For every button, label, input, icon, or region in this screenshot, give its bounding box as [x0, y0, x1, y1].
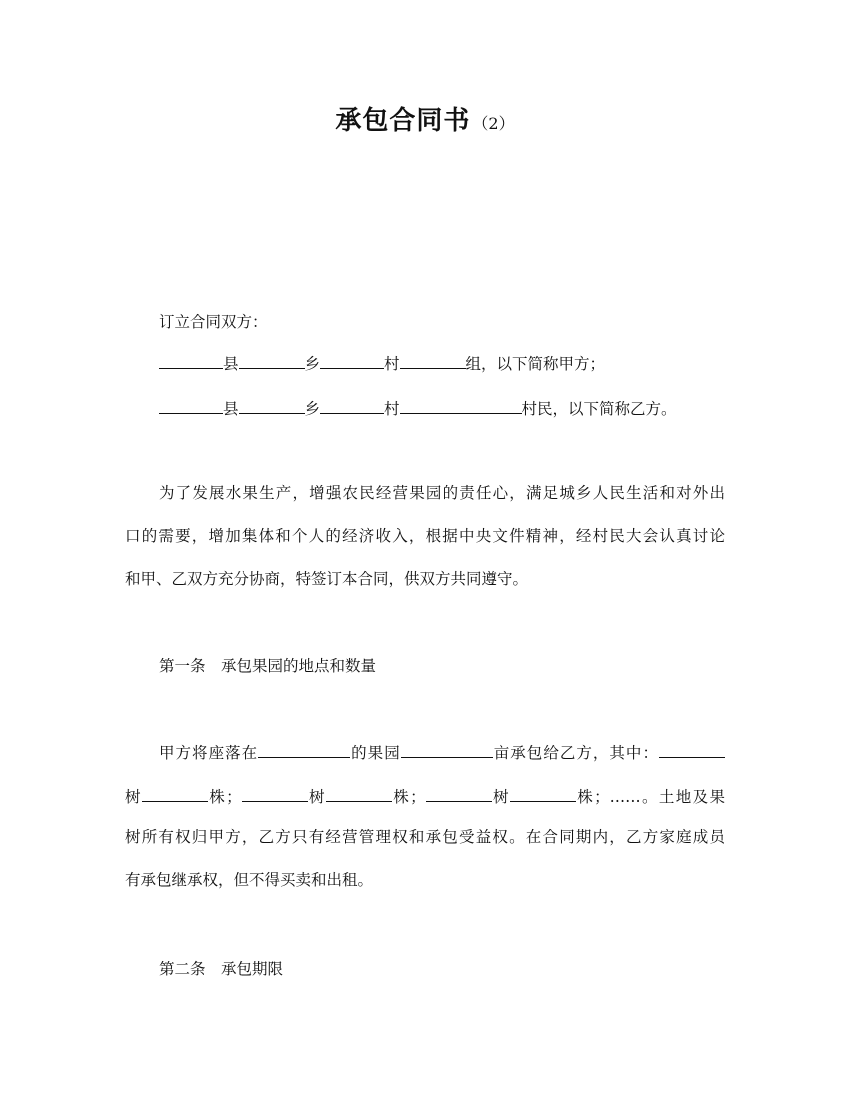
fill-blank[interactable]: [426, 785, 492, 802]
fill-blank[interactable]: [159, 397, 223, 414]
fill-blank[interactable]: [159, 352, 223, 369]
party-b-villager: 村民，以下简称乙方。: [521, 400, 677, 418]
party-b-line: [159, 397, 725, 420]
preamble-line: 口的需要，增加集体和个人的经济收入，根据中央文件精神，经村民大会认真讨论: [125, 527, 725, 545]
title-text: 承包合同书: [335, 106, 471, 136]
article1-text: 树: [125, 788, 142, 806]
article1-heading: 第一条 承包果园的地点和数量: [159, 657, 377, 675]
article1-text: 的果园: [350, 744, 401, 762]
fill-blank[interactable]: [142, 785, 208, 802]
fill-blank[interactable]: [326, 785, 392, 802]
party-a-township: 乡: [304, 355, 321, 373]
fill-blank[interactable]: [400, 352, 466, 369]
party-b-village: 村: [384, 400, 400, 418]
article1-text: 亩承包给乙方，其中：: [492, 744, 659, 762]
article1-text: 甲方将座落在: [159, 744, 259, 762]
fill-blank[interactable]: [320, 397, 384, 414]
article1-text: 树: [491, 788, 510, 806]
article1-text: 树: [307, 788, 326, 806]
article1-line: [125, 785, 725, 808]
intro-label: 订立合同双方：: [159, 313, 268, 331]
fill-blank[interactable]: [242, 785, 308, 802]
party-a-line: [159, 352, 725, 375]
preamble-line: 为了发展水果生产，增强农民经营果园的责任心，满足城乡人民生活和对外出: [159, 484, 725, 502]
party-a-group: 组，以下简称甲方；: [465, 355, 606, 373]
title-suffix: （2）: [472, 114, 515, 133]
fill-blank[interactable]: [239, 352, 305, 369]
fill-blank[interactable]: [258, 741, 350, 758]
preamble-line: 和甲、乙双方充分协商，特签订本合同，供双方共同遵守。: [125, 570, 529, 588]
fill-blank[interactable]: [659, 741, 725, 758]
party-b-township: 乡: [304, 400, 321, 418]
fill-blank[interactable]: [320, 352, 384, 369]
article1-line: 有承包继承权，但不得买卖和出租。: [125, 871, 374, 889]
party-a-village: 村: [384, 355, 400, 373]
fill-blank[interactable]: [510, 785, 576, 802]
party-a-county: 县: [223, 355, 239, 373]
fill-blank[interactable]: [239, 397, 305, 414]
article1-line: [159, 741, 725, 764]
document-title: [0, 100, 850, 137]
article1-text: 株；……。土地及果: [575, 788, 725, 806]
article1-text: 株；: [207, 788, 242, 806]
fill-blank[interactable]: [401, 741, 493, 758]
article2-heading: 第二条 承包期限: [159, 960, 284, 978]
fill-blank[interactable]: [400, 397, 522, 414]
article1-line: 树所有权归甲方，乙方只有经营管理权和承包受益权。在合同期内，乙方家庭成员: [125, 828, 725, 846]
article1-text: 株；: [391, 788, 426, 806]
party-b-county: 县: [223, 400, 239, 418]
